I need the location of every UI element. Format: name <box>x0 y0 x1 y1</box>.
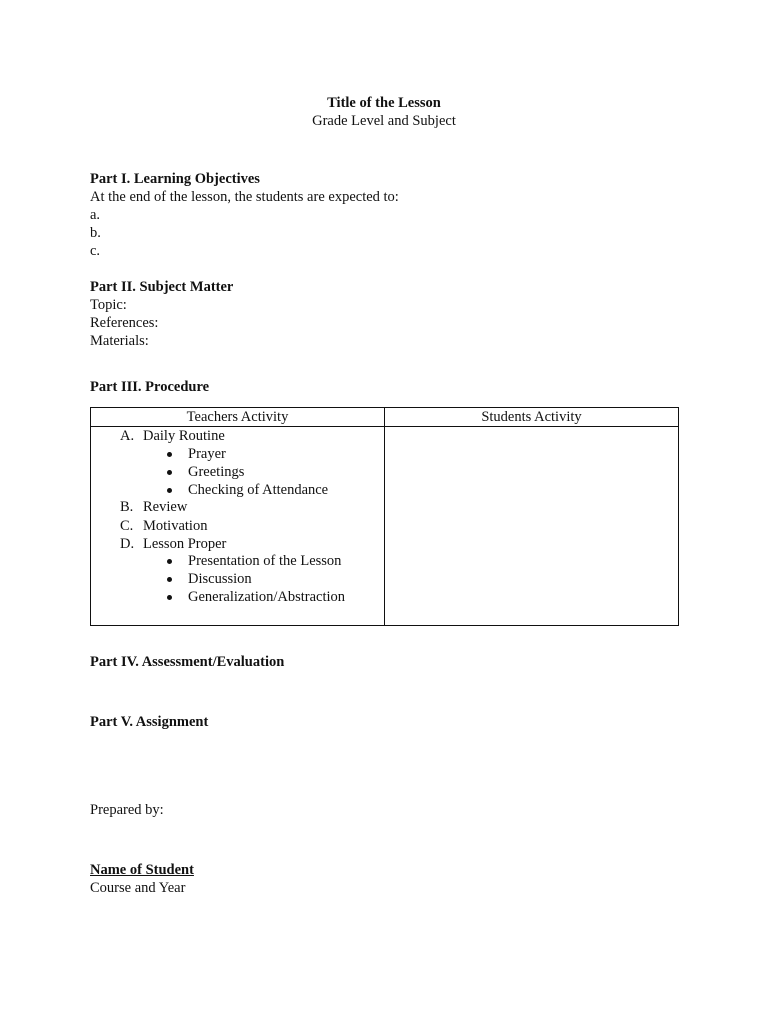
student-name: Name of Student <box>90 862 194 878</box>
sub-step: Generalization/Abstraction <box>188 589 346 605</box>
step-marker: A. <box>120 428 135 444</box>
bullet-icon <box>167 595 172 600</box>
teachers-activity-cell <box>91 427 385 626</box>
course-and-year: Course and Year <box>90 880 186 896</box>
bullet-icon <box>167 452 172 457</box>
step-label: Motivation <box>143 518 208 534</box>
sub-step: Checking of Attendance <box>188 482 329 498</box>
signature-block <box>90 861 690 897</box>
objective-item: c. <box>90 243 101 259</box>
section-subject-matter <box>90 278 690 350</box>
subject-topic-label: Topic: <box>90 297 127 313</box>
step-marker: D. <box>120 536 135 552</box>
section-assessment <box>90 653 690 671</box>
section-heading: Part IV. Assessment/Evaluation <box>90 654 285 670</box>
step-label: Lesson Proper <box>143 536 227 552</box>
document-subtitle: Grade Level and Subject <box>312 113 456 129</box>
section-assignment <box>90 713 690 731</box>
subject-materials-label: Materials: <box>90 333 149 349</box>
section-procedure <box>90 378 690 396</box>
section-heading: Part V. Assignment <box>90 714 209 730</box>
sub-step: Presentation of the Lesson <box>188 553 342 569</box>
bullet-icon <box>167 488 172 493</box>
column-header-teachers: Teachers Activity <box>91 408 385 427</box>
subject-references-label: References: <box>90 315 159 331</box>
sub-step: Greetings <box>188 464 245 480</box>
procedure-table <box>90 407 679 626</box>
step-marker: C. <box>120 518 134 534</box>
bullet-icon <box>167 470 172 475</box>
column-header-students: Students Activity <box>385 408 679 427</box>
prepared-by-text: Prepared by: <box>90 802 164 818</box>
sub-step: Discussion <box>188 571 252 587</box>
step-label: Review <box>143 499 188 515</box>
section-heading: Part I. Learning Objectives <box>90 171 260 187</box>
objectives-intro: At the end of the lesson, the students are expected to: <box>90 189 399 205</box>
step-label: Daily Routine <box>143 428 225 444</box>
section-learning-objectives <box>90 170 690 260</box>
sub-step: Prayer <box>188 446 226 462</box>
bullet-icon <box>167 559 172 564</box>
bullet-icon <box>167 577 172 582</box>
document-title: Title of the Lesson <box>327 95 441 111</box>
prepared-by-label <box>90 801 690 819</box>
students-activity-cell <box>385 427 679 626</box>
step-marker: B. <box>120 499 134 515</box>
section-heading: Part III. Procedure <box>90 379 210 395</box>
objective-item: a. <box>90 207 101 223</box>
section-heading: Part II. Subject Matter <box>90 279 234 295</box>
objective-item: b. <box>90 225 101 241</box>
